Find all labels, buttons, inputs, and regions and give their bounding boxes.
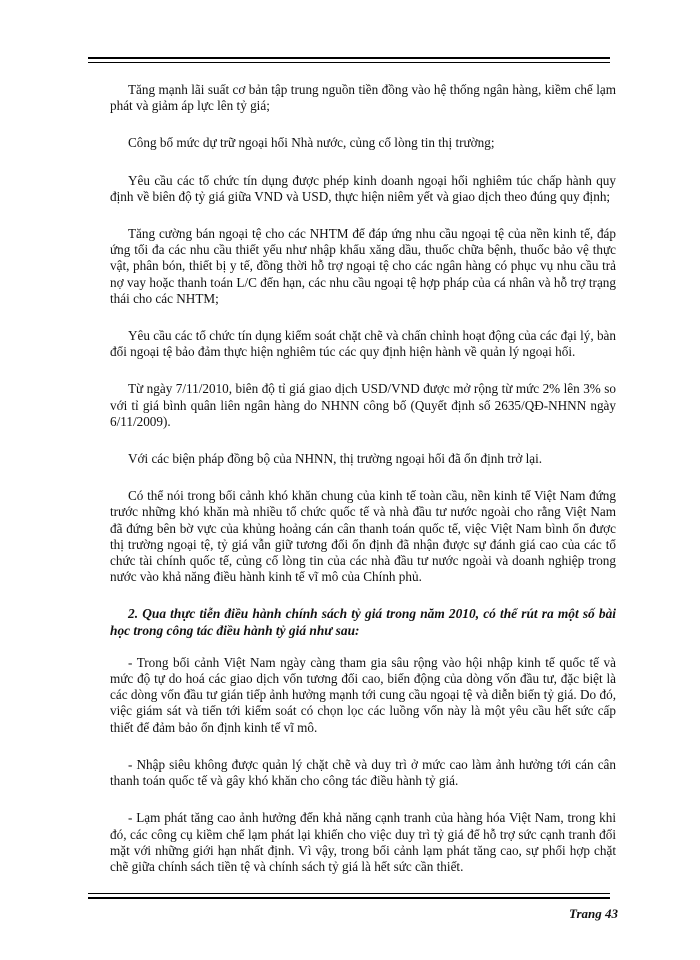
paragraph: Công bố mức dự trữ ngoại hối Nhà nước, củng cố lòng tin thị trường; xyxy=(128,135,495,151)
lesson-item: - Lạm phát tăng cao ảnh hưởng đến khả năng cạnh tranh của hàng hóa Việt Nam, trong khi đó, các công cụ kiềm chế lạm phát lại khiến cho việc duy trì tỷ giá để hỗ trợ sức cạnh tranh đối mặt với những giới hạn nhất định. Vì vậy, trong bối cảnh lạm phát tăng cao, sự phối hợp chặt chẽ giữa chính sách tiền tệ và chính sách tỷ giá là hết sức cần thiết. xyxy=(110,810,616,874)
header-rule xyxy=(88,57,610,63)
page-number: Trang 43 xyxy=(569,906,618,921)
lesson-item: - Trong bối cảnh Việt Nam ngày càng tham gia sâu rộng vào hội nhập kinh tế quốc tế và mức độ tự do hoá các giao dịch vốn tương đối cao, biến động của dòng vốn đầu tư, đặc biệt là các dòng vốn đầu tư gián tiếp ảnh hưởng mạnh tới cung cầu ngoại tệ và diễn biến tỷ giá. Do đó, việc giám sát và tiến tới kiểm soát có chọn lọc các luồng vốn này là một yêu cầu hết sức cấp thiết để đảm bảo ổn định kinh tế vĩ mô. xyxy=(110,654,616,735)
footer-rule xyxy=(88,893,610,899)
paragraph: Tăng cường bán ngoại tệ cho các NHTM để đáp ứng nhu cầu ngoại tệ của nền kinh tế, đáp ứng tối đa các nhu cầu thiết yếu như nhập khẩu xăng dầu, thuốc chữa bệnh, thuốc bảo vệ thực vật, phân bón, thiết bị y tế, đồng thời hỗ trợ ngoại tệ cho các ngân hàng có phục vụ nhu cầu trả nợ vay hoặc thanh toán L/C đến hạn, các nhu cầu ngoại tệ hợp pháp của cá nhân và hỗ trợ trạng thái cho các NHTM; xyxy=(110,226,616,306)
paragraph: Với các biện pháp đồng bộ của NHNN, thị trường ngoại hối đã ổn định trở lại. xyxy=(128,451,543,467)
page-body xyxy=(110,82,616,896)
paragraph: Từ ngày 7/11/2010, biên độ tỉ giá giao dịch USD/VND được mở rộng từ mức 2% lên 3% so với tỉ giá bình quân liên ngân hàng do NHNN công bố (Quyết định số 2635/QĐ-NHNN ngày 6/11/2009). xyxy=(110,381,616,429)
paragraph: Tăng mạnh lãi suất cơ bản tập trung nguồn tiền đồng vào hệ thống ngân hàng, kiềm chế lạm phát và giảm áp lực lên tỷ giá; xyxy=(110,82,616,114)
lesson-item: - Nhập siêu không được quản lý chặt chẽ và duy trì ở mức cao làm ảnh hưởng tới cán cân thanh toán quốc tế và gây khó khăn cho công tác điều hành tỷ giá. xyxy=(110,756,616,789)
paragraph: Yêu cầu các tổ chức tín dụng được phép kinh doanh ngoại hối nghiêm túc chấp hành quy định về biên độ tỷ giá giữa VND và USD, thực hiện niêm yết và giao dịch theo đúng quy định; xyxy=(110,172,616,204)
paragraph: Yêu cầu các tổ chức tín dụng kiểm soát chặt chẽ và chấn chỉnh hoạt động của các đại lý, bàn đổi ngoại tệ bảo đảm thực hiện nghiêm túc các quy định hiện hành về quản lý ngoại hối. xyxy=(110,328,616,360)
paragraph: Có thể nói trong bối cảnh khó khăn chung của kinh tế toàn cầu, nền kinh tế Việt Nam đứng trước những khó khăn mà nhiều tổ chức quốc tế và nhà đầu tư nước ngoài cho rằng Việt Nam đã đứng bên bờ vực của khủng hoảng cán cân thanh toán quốc tế, việc Việt Nam bình ổn được thị trường ngoại tệ, tỷ giá vẫn giữ tương đối ổn định đã nhận được sự đánh giá cao của các tổ chức tài chính quốc tế, củng cố lòng tin của các nhà đầu tư nước ngoài và doanh nghiệp trong nước vào khả năng điều hành kinh tế vĩ mô của Chính phủ. xyxy=(110,488,616,585)
section-heading: 2. Qua thực tiễn điều hành chính sách tỷ giá trong năm 2010, có thể rút ra một số bài học trong công tác điều hành tỷ giá như sau: xyxy=(110,606,616,638)
